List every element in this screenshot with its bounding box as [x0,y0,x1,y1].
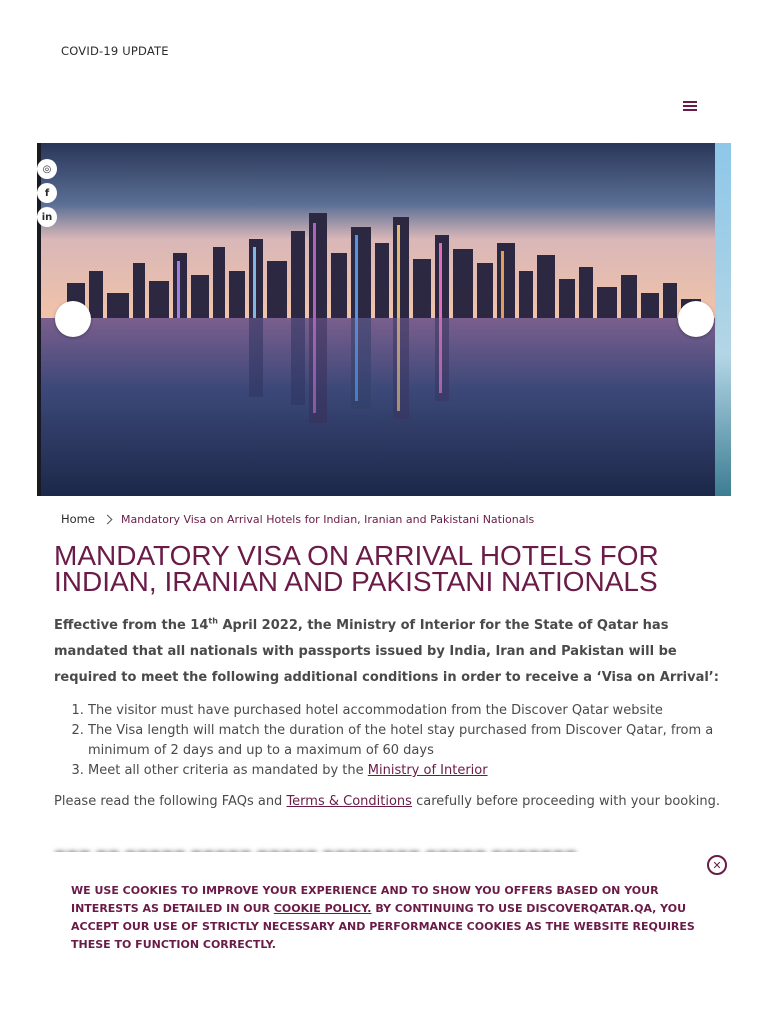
intro-paragraph [54,613,724,691]
facebook-icon[interactable]: f [37,183,57,203]
faq-note [54,792,734,812]
criteria-3-text: Meet all other criteria as mandated by the [88,763,368,778]
close-icon[interactable]: ✕ [707,855,727,875]
hamburger-line [683,105,697,107]
list-item: 1. The visitor must have purchased hotel accommodation from the Discover Qatar website [88,701,748,721]
hamburger-icon[interactable] [683,100,697,112]
breadcrumb [61,512,534,526]
cookie-banner [0,852,768,1024]
covid-update-link[interactable]: COVID-19 UPDATE [61,44,169,58]
list-item: 2. The Visa length will match the duration of the hotel stay purchased from Discover Qatar, from a minimum of 2 days and up to a maximum of 60 days [88,721,748,761]
skyline-image [37,143,731,496]
breadcrumb-current: Mandatory Visa on Arrival Hotels for Indian, Iranian and Pakistani Nationals [120,512,535,526]
faq-suffix: carefully before proceeding with your booking. [411,794,720,809]
ministry-of-interior-link[interactable]: Ministry of Interior [367,763,488,778]
intro-rest: April 2022, the Ministry of Interior for the State of Qatar has mandated that all nationals with passports issued by India, Iran and Pakistan will be required to meet the following additional conditions in order to receive a ‘Visa on Arrival’: [54,618,719,685]
instagram-icon[interactable]: ◎ [37,159,57,179]
criteria-list [54,701,748,781]
cookie-policy-link[interactable]: COOKIE POLICY. [273,902,372,915]
hero-carousel [37,143,731,496]
carousel-next-button[interactable] [678,301,714,337]
page-title: MANDATORY VISA ON ARRIVAL HOTELS FOR INDIAN, IRANIAN AND PAKISTANI NATIONALS [54,540,659,597]
cookie-text [71,882,711,954]
hamburger-line [683,109,697,111]
faq-prefix: Please read the following FAQs and [54,794,287,809]
list-item [88,761,748,781]
hamburger-line [683,101,697,103]
breadcrumb-home-link[interactable]: Home [61,512,95,526]
carousel-prev-button[interactable] [55,301,91,337]
terms-conditions-link[interactable]: Terms & Conditions [286,794,412,809]
intro-sup: th [208,616,218,626]
chevron-right-icon [103,514,113,524]
cookie-text-prefix: WE USE COOKIES TO IMPROVE YOUR EXPERIENCE AND TO SHOW YOU OFFERS BASED ON YOUR INTERESTS AS DETAILED IN OUR [71,884,659,915]
cookie-text-suffix: BY CONTINUING TO USE DISCOVERQATAR.QA, YOU ACCEPT OUR USE OF STRICTLY NECESSARY AND PERFORMANCE COOKIES AS THE WEBSITE REQUIRES THESE TO FUNCTION CORRECTLY. [71,902,695,951]
linkedin-icon[interactable]: in [37,207,57,227]
intro-prefix: Effective from the 14 [54,618,209,633]
